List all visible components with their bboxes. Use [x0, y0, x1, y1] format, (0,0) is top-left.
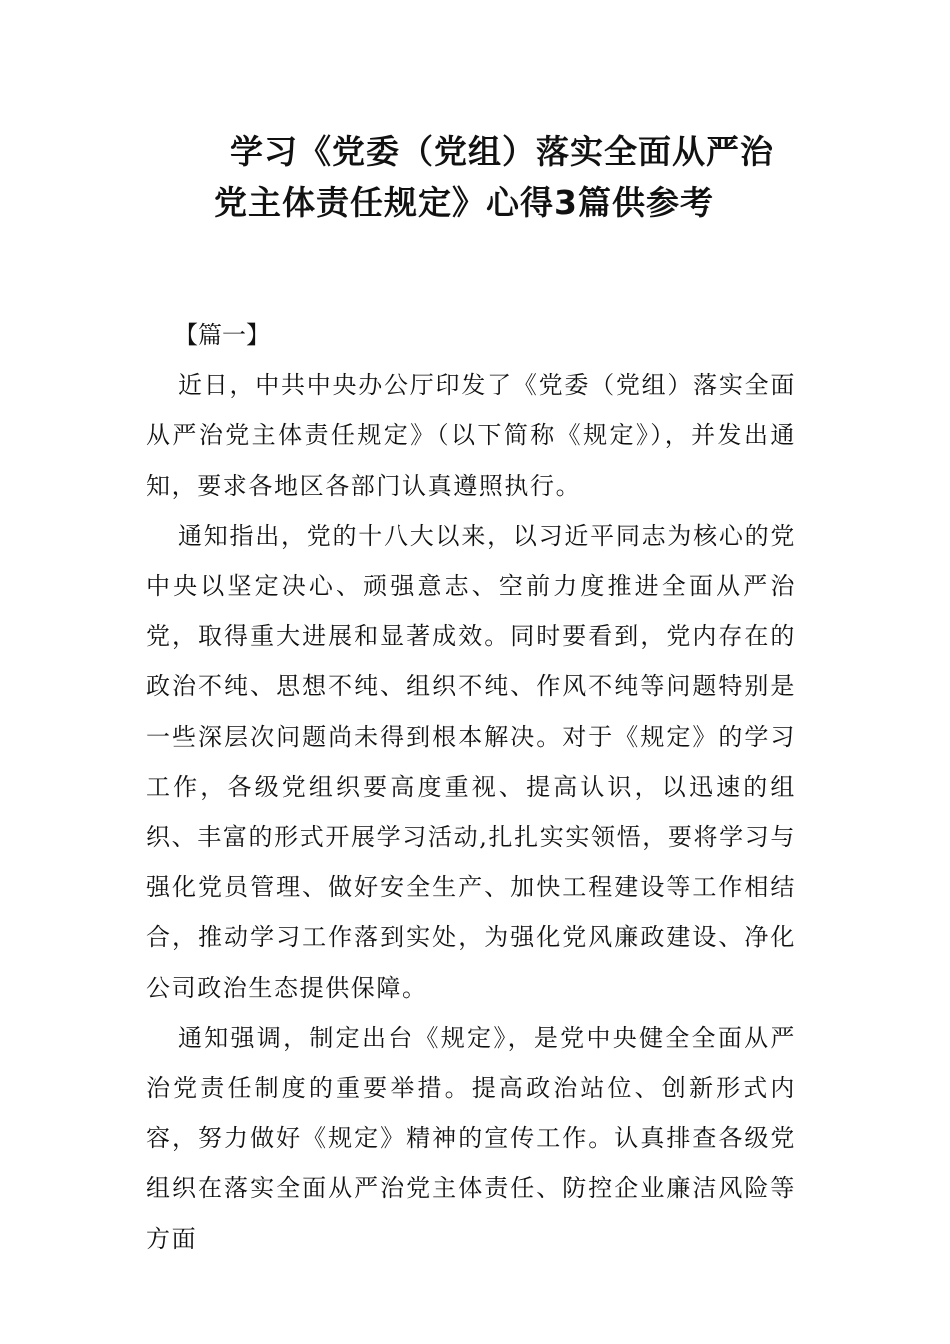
paragraph-1: 近日，中共中央办公厅印发了《党委（党组）落实全面从严治党主体责任规定》（以下简称《规定》），并发出通知，要求各地区各部门认真遵照执行。	[146, 371, 796, 500]
section-heading: 【篇一】	[174, 321, 270, 349]
paragraph-2: 通知指出，党的十八大以来，以习近平同志为核心的党中央以坚定决心、顽强意志、空前力度推进全面从严治党，取得重大进展和显著成效。同时要看到，党内存在的政治不纯、思想不纯、组织不纯、作风不纯等问题特别是一些深层次问题尚未得到根本解决。对于《规定》的学习工作，各级党组织要高度重视、提高认识，以迅速的组织、丰富的形式开展学习活动,扎扎实实领悟，要将学习与强化党员管理、做好安全生产、加快工程建设等工作相结合，推动学习工作落到实处，为强化党风廉政建设、净化公司政治生态提供保障。	[146, 521, 796, 1002]
document-body	[146, 310, 796, 1264]
paragraph-3: 通知强调，制定出台《规定》，是党中央健全全面从严治党责任制度的重要举措。提高政治站位、创新形式内容，努力做好《规定》精神的宣传工作。认真排查各级党组织在落实全面从严治党主体责任、防控企业廉洁风险等方面	[146, 1023, 796, 1253]
title-line-2: 党主体责任规定》心得3篇供参考	[214, 183, 714, 222]
title-line-1: 学习《党委（党组）落实全面从严治	[230, 132, 774, 171]
document-title	[0, 126, 950, 228]
